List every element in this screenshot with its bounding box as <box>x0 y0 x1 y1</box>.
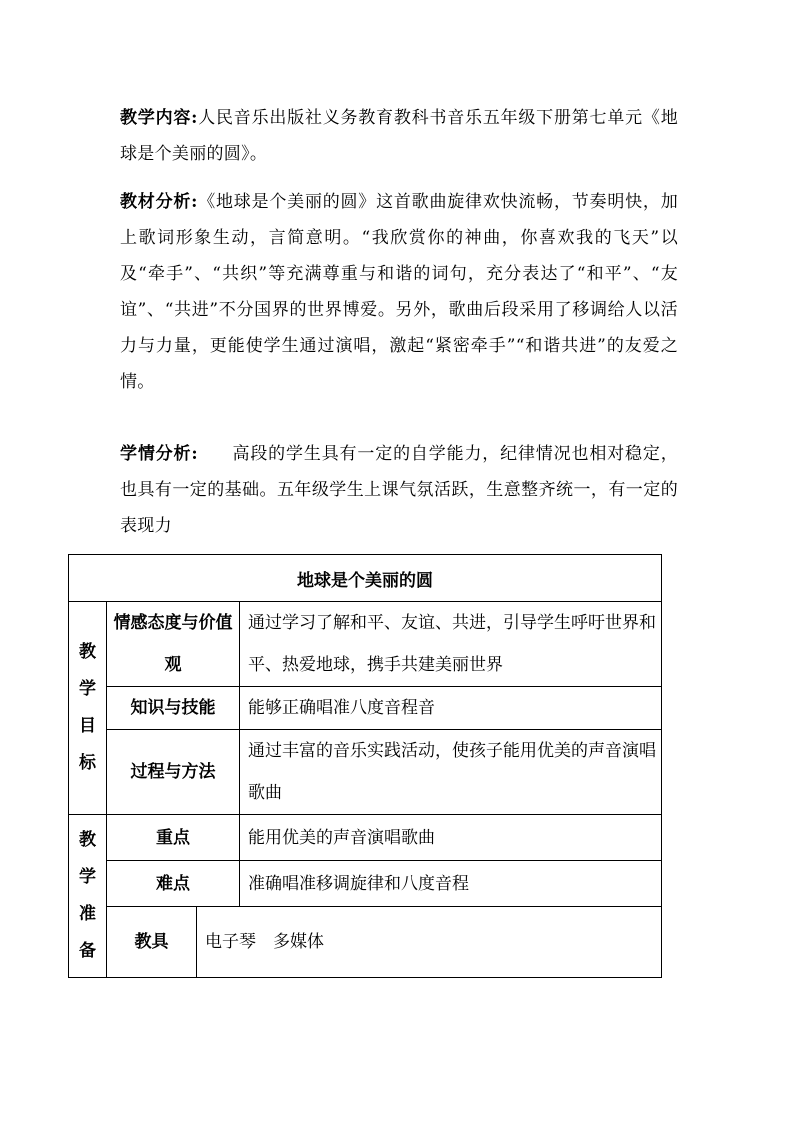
teaching-content-text: 人民音乐出版社义务教育教科书音乐五年级下册第七单元《地球是个美丽的圆》。 <box>120 108 678 164</box>
material-analysis-paragraph <box>120 184 678 400</box>
table-row <box>69 907 662 978</box>
table-title-row <box>69 555 662 602</box>
student-analysis-text: 高段的学生具有一定的自学能力，纪律情况也相对稳定，也具有一定的基础。五年级学生上课气氛活跃，生意整齐统一，有一定的表现力 <box>120 444 679 536</box>
table-row <box>69 861 662 907</box>
lesson-plan-table <box>68 554 662 978</box>
key-point-text: 能用优美的声音演唱歌曲 <box>240 815 662 861</box>
teaching-prep-heading: 教 学 准 备 <box>69 815 107 978</box>
tools-text: 电子琴 多媒体 <box>197 907 662 978</box>
tools-label: 教具 <box>107 907 197 978</box>
key-point-label: 重点 <box>107 815 240 861</box>
goal-text: 通过丰富的音乐实践活动，使孩子能用优美的声音演唱歌曲 <box>240 730 662 815</box>
goal-text: 能够正确唱准八度音程音 <box>240 687 662 730</box>
goal-text: 通过学习了解和平、友谊、共进，引导学生呼吁世界和平、热爱地球，携手共建美丽世界 <box>240 602 662 687</box>
goal-label: 过程与方法 <box>107 730 240 815</box>
table-row <box>69 602 662 687</box>
difficulty-label: 难点 <box>107 861 240 907</box>
difficulty-text: 准确唱准移调旋律和八度音程 <box>240 861 662 907</box>
table-title: 地球是个美丽的圆 <box>69 555 662 602</box>
teaching-content-label: 教学内容: <box>120 108 198 128</box>
goal-label: 情感态度与价值观 <box>107 602 240 687</box>
goal-label: 知识与技能 <box>107 687 240 730</box>
table-row <box>69 687 662 730</box>
teaching-goals-heading: 教 学 目 标 <box>69 602 107 815</box>
material-analysis-text: 《地球是个美丽的圆》这首歌曲旋律欢快流畅，节奏明快，加上歌词形象生动，言简意明。“我欣赏你的神曲，你喜欢我的飞天”以及“牵手”、“共织”等充满尊重与和谐的词句，充分表达了“和平”、“友谊”、“共进”不分国界的世界博爱。另外，歌曲后段采用了移调给人以活力与力量，更能使学生通过演唱，激起“紧密牵手”“和谐共进”的友爱之情。 <box>120 192 678 392</box>
teaching-content-paragraph <box>120 100 678 172</box>
student-analysis-paragraph <box>120 436 678 544</box>
student-analysis-label: 学情分析: <box>120 444 198 464</box>
material-analysis-label: 教材分析: <box>120 192 198 212</box>
table-row <box>69 815 662 861</box>
table-row <box>69 730 662 815</box>
